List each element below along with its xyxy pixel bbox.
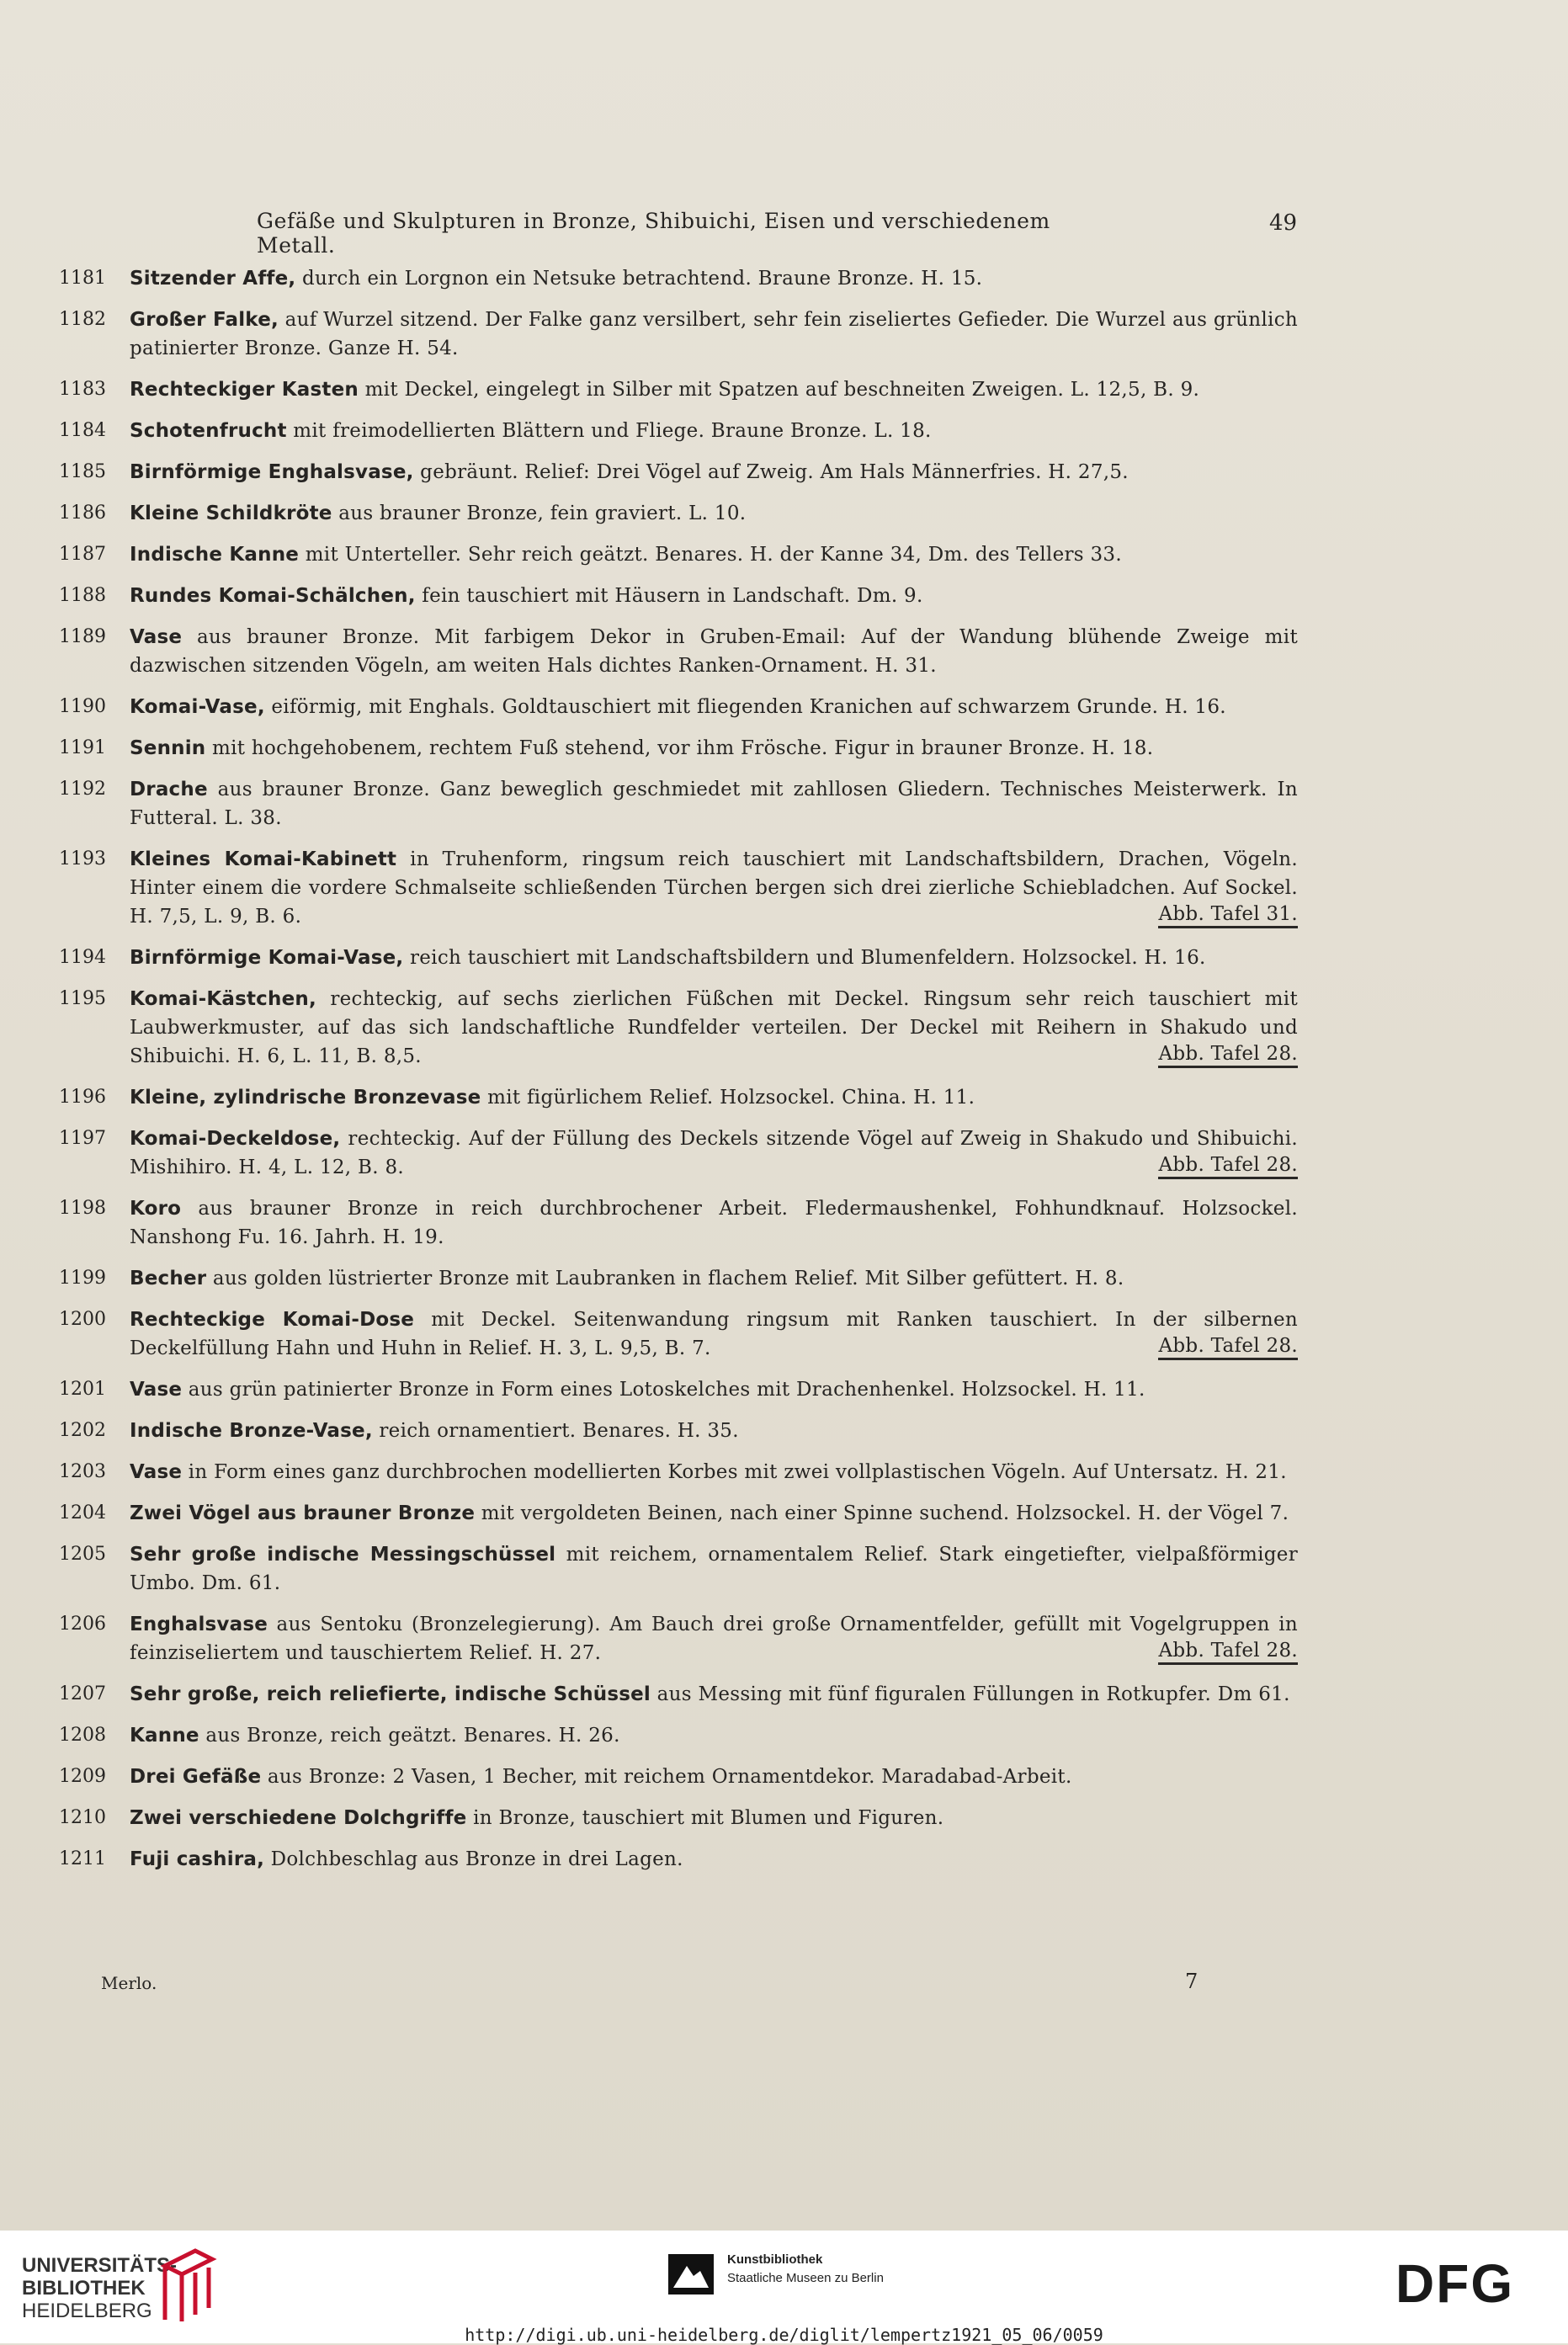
catalog-entry — [0, 1264, 1568, 1293]
entry-number: 1209 — [59, 1766, 106, 1787]
entry-number: 1207 — [59, 1683, 106, 1704]
permalink-url[interactable]: http://digi.ub.uni-heidelberg.de/diglit/lempertz1921_05_06/0059 — [465, 2325, 1103, 2345]
catalog-entry — [0, 623, 1568, 680]
catalog-entry — [0, 734, 1568, 763]
catalog-entry — [0, 1375, 1568, 1404]
entry-number: 1189 — [59, 626, 106, 647]
entry-description: aus Bronze, reich geätzt. Benares. H. 26. — [199, 1725, 620, 1747]
entry-number: 1203 — [59, 1461, 106, 1482]
catalog-entry — [0, 375, 1568, 404]
catalog-entry — [0, 1125, 1568, 1182]
entry-number: 1195 — [59, 988, 106, 1009]
entry-title: Rechteckige Komai-Dose — [130, 1309, 415, 1331]
entry-title: Komai-Kästchen, — [130, 988, 316, 1010]
entry-text — [130, 1680, 1298, 1709]
entry-number: 1193 — [59, 848, 106, 869]
catalog-entry — [0, 1680, 1568, 1709]
catalog-entry — [0, 1845, 1568, 1874]
entry-description: durch ein Lorgnon ein Netsuke betrachtend. Braune Bronze. H. 15. — [295, 268, 983, 290]
entry-number: 1198 — [59, 1198, 106, 1219]
entry-title: Großer Falke, — [130, 309, 279, 331]
entry-text — [130, 1540, 1298, 1598]
catalog-entry — [0, 306, 1568, 363]
entry-description: aus Sentoku (Bronzelegierung). Am Bauch drei große Ornamentfelder, gefüllt mit Vogelgruppen in feinziseliertem und tauschiertem Relief. H. 27. — [130, 1614, 1298, 1664]
entry-number: 1210 — [59, 1807, 106, 1828]
entry-number: 1194 — [59, 947, 106, 968]
entry-number: 1190 — [59, 696, 106, 717]
entry-description: mit Deckel. Seitenwandung ringsum mit Ranken tauschiert. In der silbernen Deckelfüllung Hahn und Huhn in Relief. H. 3, L. 9,5, B. 7. — [130, 1309, 1298, 1359]
entry-number: 1204 — [59, 1502, 106, 1523]
catalog-entry — [0, 985, 1568, 1071]
entry-description: aus grün patinierter Bronze in Form eines Lotoskelches mit Drachenhenkel. Holzsockel. H. 11. — [182, 1379, 1145, 1401]
entry-description: reich ornamentiert. Benares. H. 35. — [372, 1420, 739, 1442]
entry-text — [130, 775, 1298, 832]
entry-description: in Bronze, tauschiert mit Blumen und Figuren. — [466, 1807, 944, 1829]
entry-title: Kleines Komai-Kabinett — [130, 848, 397, 870]
catalog-entry — [0, 1804, 1568, 1832]
kb-line-1: Kunstbibliothek — [727, 2252, 823, 2267]
entry-title: Sitzender Affe, — [130, 268, 296, 290]
university-logo-icon[interactable] — [157, 2247, 217, 2325]
entry-text — [130, 540, 1298, 569]
entry-text — [130, 1305, 1298, 1363]
entry-description: Dolchbeschlag aus Bronze in drei Lagen. — [264, 1848, 683, 1870]
entry-number: 1192 — [59, 779, 106, 800]
catalog-entry — [0, 264, 1568, 293]
catalog-entries — [0, 264, 1568, 1886]
entry-number: 1188 — [59, 585, 106, 606]
catalog-entry — [0, 499, 1568, 528]
catalog-entry — [0, 417, 1568, 445]
page-footer-right: 7 — [1185, 1970, 1199, 1993]
catalog-entry — [0, 1499, 1568, 1528]
entry-description: fein tauschiert mit Häusern in Landschaft. Dm. 9. — [415, 585, 923, 607]
entry-text — [130, 1417, 1298, 1445]
entry-title: Schotenfrucht — [130, 420, 287, 442]
entry-text — [130, 1845, 1298, 1874]
entry-text — [130, 458, 1298, 487]
entry-title: Zwei Vögel aus brauner Bronze — [130, 1502, 476, 1524]
plate-reference: Abb. Tafel 28. — [1158, 1334, 1298, 1360]
entry-text — [130, 693, 1298, 721]
catalog-entry — [0, 1610, 1568, 1667]
plate-reference: Abb. Tafel 28. — [1158, 1042, 1298, 1068]
entry-title: Fuji cashira, — [130, 1848, 265, 1870]
entry-title: Sehr große, reich reliefierte, indische Schüssel — [130, 1683, 651, 1705]
entry-title: Birnförmige Komai-Vase, — [130, 947, 404, 969]
entry-description: mit figürlichem Relief. Holzsockel. China. H. 11. — [481, 1087, 975, 1109]
entry-title: Indische Kanne — [130, 544, 300, 566]
catalog-entry — [0, 1458, 1568, 1486]
entry-text — [130, 417, 1298, 445]
entry-text — [130, 1763, 1298, 1791]
plate-reference: Abb. Tafel 31. — [1158, 902, 1298, 928]
entry-title: Indische Bronze-Vase, — [130, 1420, 373, 1442]
catalog-entry — [0, 1721, 1568, 1750]
entry-number: 1197 — [59, 1128, 106, 1149]
entry-title: Vase — [130, 626, 183, 648]
page-footer-left: Merlo. — [101, 1973, 157, 1993]
entry-number: 1201 — [59, 1379, 106, 1400]
entry-number: 1186 — [59, 502, 106, 524]
entry-description: aus brauner Bronze in reich durchbrochener Arbeit. Fledermaushenkel, Fohhundknauf. Holzsockel. Nanshong Fu. 16. Jahrh. H. 19. — [130, 1198, 1298, 1248]
entry-title: Kanne — [130, 1725, 199, 1747]
uni-line-1: UNIVERSITÄTS- — [22, 2254, 178, 2277]
entry-description: aus brauner Bronze, fein graviert. L. 10. — [332, 502, 747, 524]
entry-number: 1187 — [59, 544, 106, 565]
entry-description: gebräunt. Relief: Drei Vögel auf Zweig. Am Hals Männerfries. H. 27,5. — [413, 461, 1129, 483]
catalog-entry — [0, 1305, 1568, 1363]
entry-text — [130, 1499, 1298, 1528]
entry-title: Drache — [130, 779, 208, 800]
entry-title: Becher — [130, 1268, 207, 1289]
catalog-entry — [0, 1194, 1568, 1252]
entry-title: Zwei verschiedene Dolchgriffe — [130, 1807, 467, 1829]
entry-description: reich tauschiert mit Landschaftsbildern und Blumenfeldern. Holzsockel. H. 16. — [403, 947, 1206, 969]
catalog-entry — [0, 775, 1568, 832]
entry-description: mit freimodellierten Blättern und Fliege. Braune Bronze. L. 18. — [286, 420, 932, 442]
entry-number: 1200 — [59, 1309, 106, 1330]
entry-description: aus Messing mit fünf figuralen Füllungen in Rotkupfer. Dm 61. — [651, 1683, 1290, 1705]
entry-title: Sennin — [130, 737, 206, 759]
entry-text — [130, 375, 1298, 404]
entry-title: Komai-Deckeldose, — [130, 1128, 341, 1150]
catalog-entry — [0, 693, 1568, 721]
entry-number: 1183 — [59, 379, 106, 400]
entry-description: in Truhenform, ringsum reich tauschiert mit Landschaftsbildern, Drachen, Vögeln. Hinter einem die vordere Schmalseite schließenden Türchen bergen sich drei zierliche Schiebladchen. Auf Sockel. H. 7,5, L. 9, B. 6. — [130, 848, 1298, 928]
kunstbibliothek-text[interactable] — [727, 2251, 884, 2288]
catalog-entry — [0, 458, 1568, 487]
entry-title: Kleine, zylindrische Bronzevase — [130, 1087, 481, 1109]
entry-description: mit Unterteller. Sehr reich geätzt. Benares. H. der Kanne 34, Dm. des Tellers 33. — [299, 544, 1122, 566]
entry-text — [130, 1375, 1298, 1404]
entry-title: Vase — [130, 1461, 183, 1483]
uni-line-2: BIBLIOTHEK — [22, 2277, 146, 2300]
entry-description: rechteckig, auf sechs zierlichen Füßchen mit Deckel. Ringsum sehr reich tauschiert mit Laubwerkmuster, auf das sich landschaftliche Rundfelder verteilen. Der Deckel mit Reihern in Shakudo und Shibuichi. H. 6, L. 11, B. 8,5. — [130, 988, 1298, 1067]
entry-text — [130, 845, 1298, 931]
plate-reference: Abb. Tafel 28. — [1158, 1153, 1298, 1179]
page-header-title: Gefäße und Skulpturen in Bronze, Shibuichi, Eisen und verschiedenem Metall. — [257, 209, 1050, 258]
entry-number: 1206 — [59, 1614, 106, 1635]
uni-line-3: HEIDELBERG — [22, 2300, 152, 2322]
entry-text — [130, 623, 1298, 680]
entry-description: rechteckig. Auf der Füllung des Deckels sitzende Vögel auf Zweig in Shakudo und Shibuichi. Mishihiro. H. 4, L. 12, B. 8. — [130, 1128, 1298, 1178]
university-library-logo-text[interactable] — [22, 2254, 177, 2322]
catalog-entry — [0, 582, 1568, 610]
catalog-entry — [0, 1417, 1568, 1445]
entry-description: eiförmig, mit Enghals. Goldtauschiert mit fliegenden Kranichen auf schwarzem Grunde. H. 16. — [264, 696, 1226, 718]
entry-description: mit Deckel, eingelegt in Silber mit Spatzen auf beschneiten Zweigen. L. 12,5, B. 9. — [358, 379, 1200, 401]
entry-text — [130, 1125, 1298, 1182]
entry-title: Rundes Komai-Schälchen, — [130, 585, 416, 607]
catalog-entry — [0, 944, 1568, 972]
entry-title: Komai-Vase, — [130, 696, 265, 718]
entry-title: Birnförmige Enghalsvase, — [130, 461, 414, 483]
entry-description: aus brauner Bronze. Mit farbigem Dekor in Gruben-Email: Auf der Wandung blühende Zweige mit dazwischen sitzenden Vögeln, am weiten Hals dichtes Ranken-Ornament. H. 31. — [130, 626, 1298, 677]
page-number: 49 — [1269, 210, 1298, 236]
entry-text — [130, 1194, 1298, 1252]
catalog-entry — [0, 1083, 1568, 1112]
entry-number: 1182 — [59, 309, 106, 330]
entry-title: Enghalsvase — [130, 1614, 268, 1635]
entry-text — [130, 1804, 1298, 1832]
entry-number: 1184 — [59, 420, 106, 441]
entry-text — [130, 582, 1298, 610]
entry-text — [130, 1083, 1298, 1112]
entry-text — [130, 499, 1298, 528]
entry-text — [130, 1721, 1298, 1750]
entry-title: Rechteckiger Kasten — [130, 379, 359, 401]
entry-number: 1199 — [59, 1268, 106, 1289]
entry-text — [130, 306, 1298, 363]
entry-text — [130, 985, 1298, 1071]
entry-text — [130, 1264, 1298, 1293]
catalog-entry — [0, 1540, 1568, 1598]
catalog-entry — [0, 540, 1568, 569]
entry-description: mit hochgehobenem, rechtem Fuß stehend, vor ihm Frösche. Figur in brauner Bronze. H. 18. — [205, 737, 1154, 759]
entry-description: aus brauner Bronze. Ganz beweglich geschmiedet mit zahllosen Gliedern. Technisches Meisterwerk. In Futteral. L. 38. — [130, 779, 1298, 829]
entry-title: Drei Gefäße — [130, 1766, 262, 1788]
entry-number: 1208 — [59, 1725, 106, 1746]
kb-line-2: Staatliche Museen zu Berlin — [727, 2271, 884, 2285]
entry-description: mit vergoldeten Beinen, nach einer Spinne suchend. Holzsockel. H. der Vögel 7. — [475, 1502, 1289, 1524]
entry-text — [130, 1610, 1298, 1667]
entry-description: mit reichem, ornamentalem Relief. Stark eingetiefter, vielpaßförmiger Umbo. Dm. 61. — [130, 1544, 1299, 1594]
entry-number: 1181 — [59, 268, 106, 289]
entry-text — [130, 734, 1298, 763]
entry-title: Vase — [130, 1379, 183, 1401]
entry-number: 1196 — [59, 1087, 106, 1108]
entry-title: Kleine Schildkröte — [130, 502, 332, 524]
entry-number: 1205 — [59, 1544, 106, 1565]
entry-text — [130, 1458, 1298, 1486]
plate-reference: Abb. Tafel 28. — [1158, 1639, 1298, 1665]
entry-description: aus golden lüstrierter Bronze mit Laubranken in flachem Relief. Mit Silber gefüttert. H. 8. — [206, 1268, 1124, 1289]
entry-title: Koro — [130, 1198, 182, 1220]
kunstbibliothek-logo-icon[interactable] — [668, 2254, 714, 2294]
library-footer-bar — [0, 2231, 1568, 2343]
entry-number: 1185 — [59, 461, 106, 482]
entry-title: Sehr große indische Messingschüssel — [130, 1544, 556, 1566]
catalog-entry — [0, 845, 1568, 931]
entry-number: 1202 — [59, 1420, 106, 1441]
entry-description: in Form eines ganz durchbrochen modellierten Korbes mit zwei vollplastischen Vögeln. Auf Untersatz. H. 21. — [182, 1461, 1287, 1483]
entry-text — [130, 944, 1298, 972]
entry-description: auf Wurzel sitzend. Der Falke ganz versilbert, sehr fein ziseliertes Gefieder. Die Wurzel aus grünlich patinierter Bronze. Ganze H. 54. — [130, 309, 1298, 359]
entry-text — [130, 264, 1298, 293]
entry-description: aus Bronze: 2 Vasen, 1 Becher, mit reichem Ornamentdekor. Maradabad-Arbeit. — [261, 1766, 1072, 1788]
entry-number: 1211 — [59, 1848, 106, 1869]
dfg-logo[interactable]: DFG — [1395, 2253, 1515, 2314]
entry-number: 1191 — [59, 737, 106, 758]
catalog-entry — [0, 1763, 1568, 1791]
